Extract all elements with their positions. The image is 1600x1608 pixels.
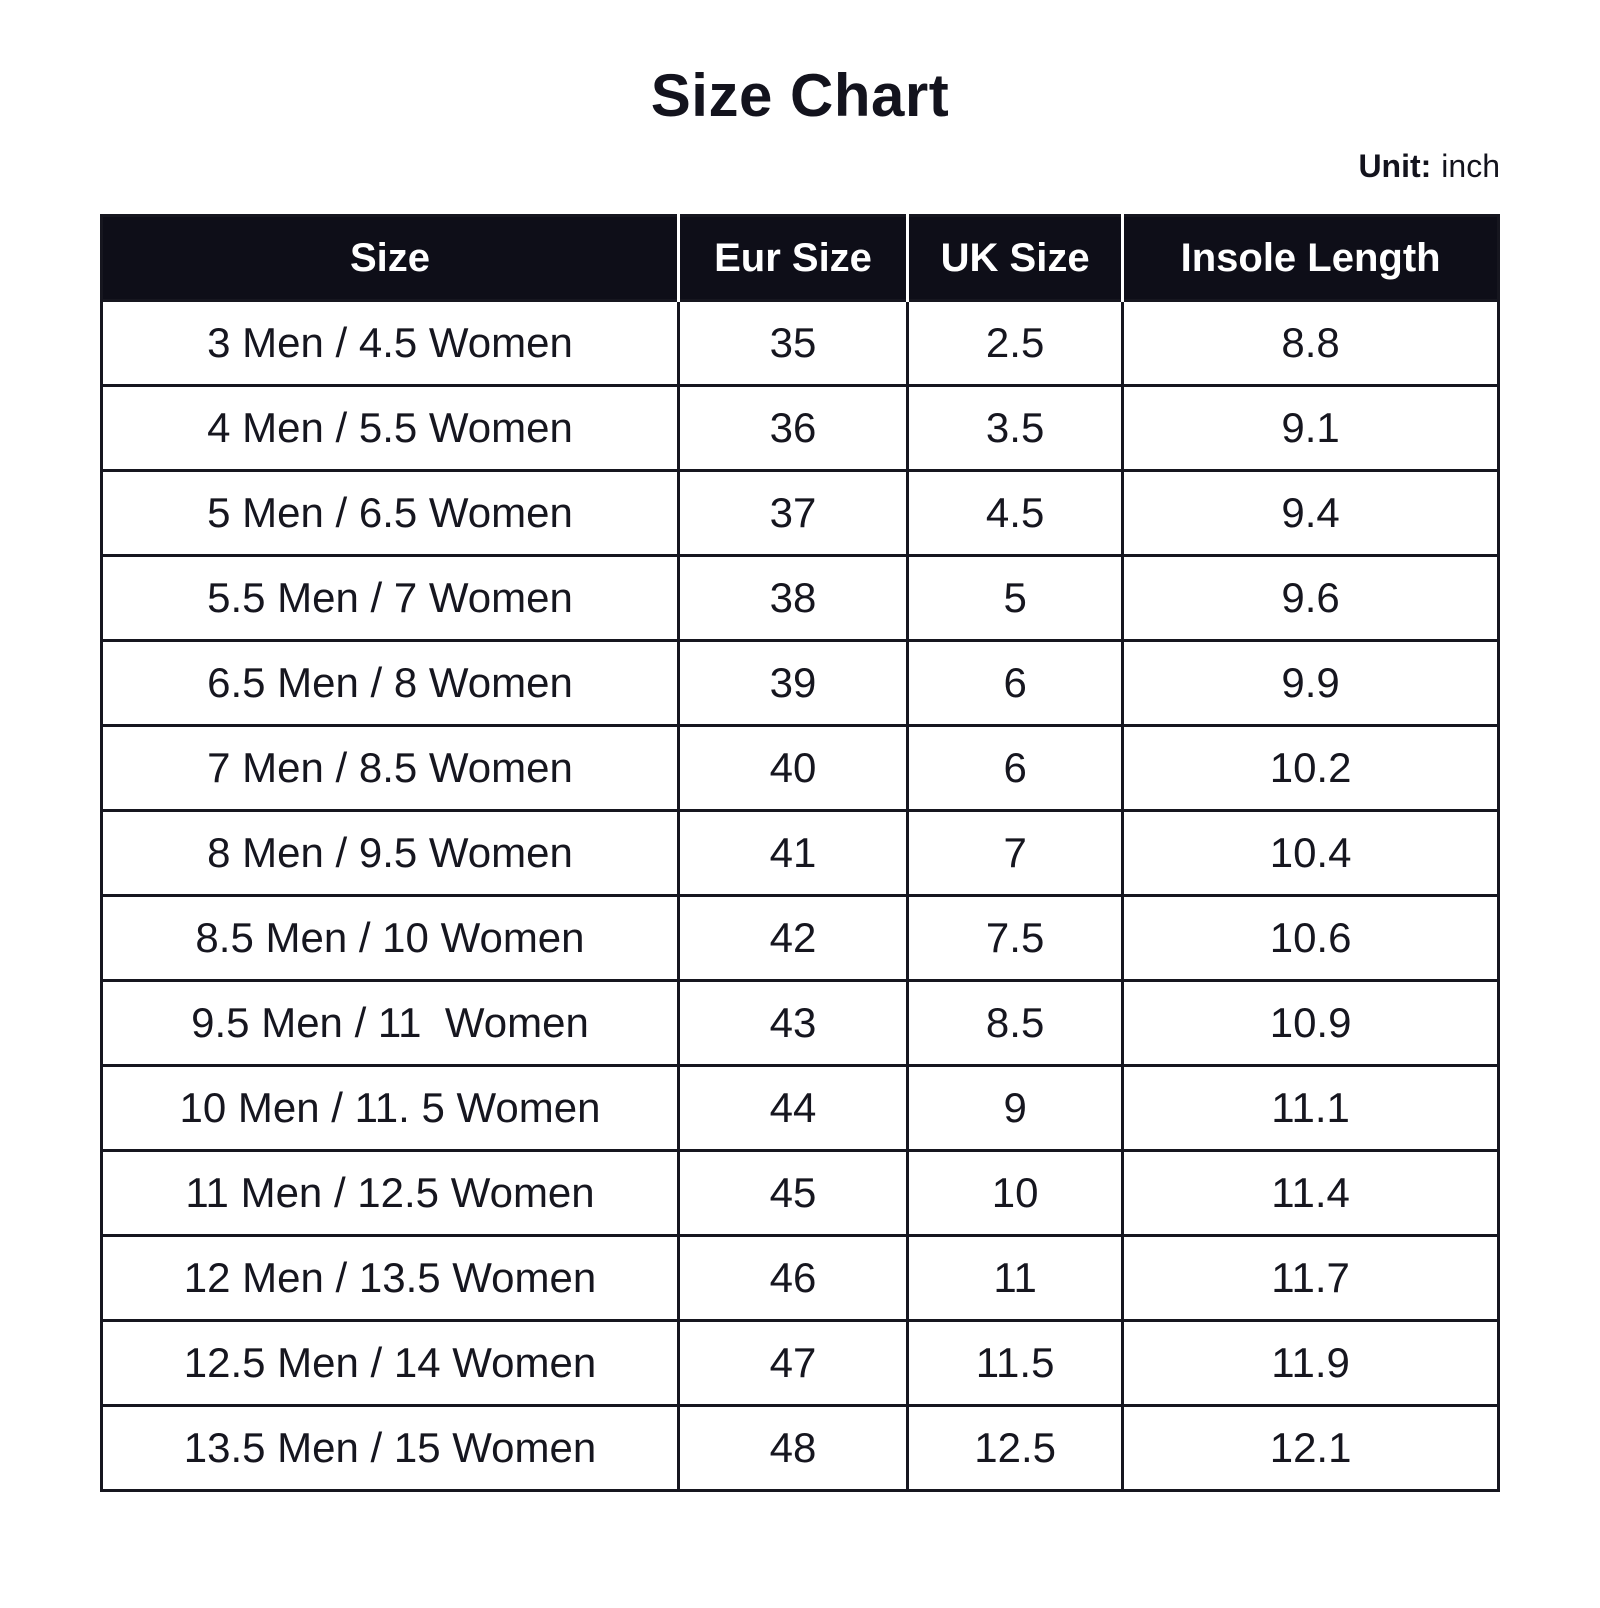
eur-size-cell: 45 (678, 1151, 907, 1236)
size-cell: 7 Men / 8.5 Women (102, 726, 679, 811)
eur-size-cell: 35 (678, 301, 907, 386)
table-row (102, 301, 1499, 386)
size-cell: 5 Men / 6.5 Women (102, 471, 679, 556)
insole-length-cell: 11.9 (1123, 1321, 1499, 1406)
uk-size-cell: 11.5 (908, 1321, 1123, 1406)
size-cell: 4 Men / 5.5 Women (102, 386, 679, 471)
size-cell: 9.5 Men / 11 Women (102, 981, 679, 1066)
size-cell: 5.5 Men / 7 Women (102, 556, 679, 641)
size-cell: 12 Men / 13.5 Women (102, 1236, 679, 1321)
size-chart-table (100, 214, 1500, 1492)
eur-size-cell: 36 (678, 386, 907, 471)
uk-size-cell: 7.5 (908, 896, 1123, 981)
eur-size-cell: 41 (678, 811, 907, 896)
uk-size-cell: 10 (908, 1151, 1123, 1236)
table-row (102, 1321, 1499, 1406)
table-row (102, 1406, 1499, 1491)
uk-size-cell: 8.5 (908, 981, 1123, 1066)
size-cell: 6.5 Men / 8 Women (102, 641, 679, 726)
table-body (102, 301, 1499, 1491)
uk-size-cell: 5 (908, 556, 1123, 641)
size-cell: 10 Men / 11. 5 Women (102, 1066, 679, 1151)
eur-size-cell: 43 (678, 981, 907, 1066)
insole-length-cell: 11.4 (1123, 1151, 1499, 1236)
eur-size-cell: 38 (678, 556, 907, 641)
size-cell: 11 Men / 12.5 Women (102, 1151, 679, 1236)
insole-length-cell: 11.1 (1123, 1066, 1499, 1151)
table-row (102, 1151, 1499, 1236)
column-header-uk-size: UK Size (908, 216, 1123, 301)
eur-size-cell: 39 (678, 641, 907, 726)
table-row (102, 641, 1499, 726)
uk-size-cell: 7 (908, 811, 1123, 896)
uk-size-cell: 11 (908, 1236, 1123, 1321)
eur-size-cell: 47 (678, 1321, 907, 1406)
insole-length-cell: 9.9 (1123, 641, 1499, 726)
size-cell: 12.5 Men / 14 Women (102, 1321, 679, 1406)
insole-length-cell: 10.6 (1123, 896, 1499, 981)
unit-value: inch (1441, 148, 1500, 184)
size-cell: 13.5 Men / 15 Women (102, 1406, 679, 1491)
insole-length-cell: 8.8 (1123, 301, 1499, 386)
unit-label: Unit: (1358, 148, 1432, 184)
uk-size-cell: 2.5 (908, 301, 1123, 386)
table-row (102, 981, 1499, 1066)
column-header-size: Size (102, 216, 679, 301)
insole-length-cell: 9.1 (1123, 386, 1499, 471)
table-row (102, 726, 1499, 811)
size-cell: 8.5 Men / 10 Women (102, 896, 679, 981)
unit-line (100, 149, 1500, 184)
insole-length-cell: 9.6 (1123, 556, 1499, 641)
table-row (102, 386, 1499, 471)
uk-size-cell: 3.5 (908, 386, 1123, 471)
table-row (102, 471, 1499, 556)
eur-size-cell: 48 (678, 1406, 907, 1491)
size-cell: 3 Men / 4.5 Women (102, 301, 679, 386)
size-cell: 8 Men / 9.5 Women (102, 811, 679, 896)
uk-size-cell: 4.5 (908, 471, 1123, 556)
eur-size-cell: 40 (678, 726, 907, 811)
column-header-eur-size: Eur Size (678, 216, 907, 301)
insole-length-cell: 12.1 (1123, 1406, 1499, 1491)
insole-length-cell: 10.9 (1123, 981, 1499, 1066)
eur-size-cell: 46 (678, 1236, 907, 1321)
table-row (102, 896, 1499, 981)
insole-length-cell: 10.2 (1123, 726, 1499, 811)
insole-length-cell: 11.7 (1123, 1236, 1499, 1321)
table-row (102, 1066, 1499, 1151)
table-row (102, 556, 1499, 641)
header-row (102, 216, 1499, 301)
table-row (102, 811, 1499, 896)
uk-size-cell: 6 (908, 641, 1123, 726)
eur-size-cell: 42 (678, 896, 907, 981)
insole-length-cell: 9.4 (1123, 471, 1499, 556)
table-row (102, 1236, 1499, 1321)
page-title: Size Chart (650, 62, 950, 129)
uk-size-cell: 12.5 (908, 1406, 1123, 1491)
eur-size-cell: 44 (678, 1066, 907, 1151)
uk-size-cell: 9 (908, 1066, 1123, 1151)
uk-size-cell: 6 (908, 726, 1123, 811)
eur-size-cell: 37 (678, 471, 907, 556)
insole-length-cell: 10.4 (1123, 811, 1499, 896)
column-header-insole-length: Insole Length (1123, 216, 1499, 301)
